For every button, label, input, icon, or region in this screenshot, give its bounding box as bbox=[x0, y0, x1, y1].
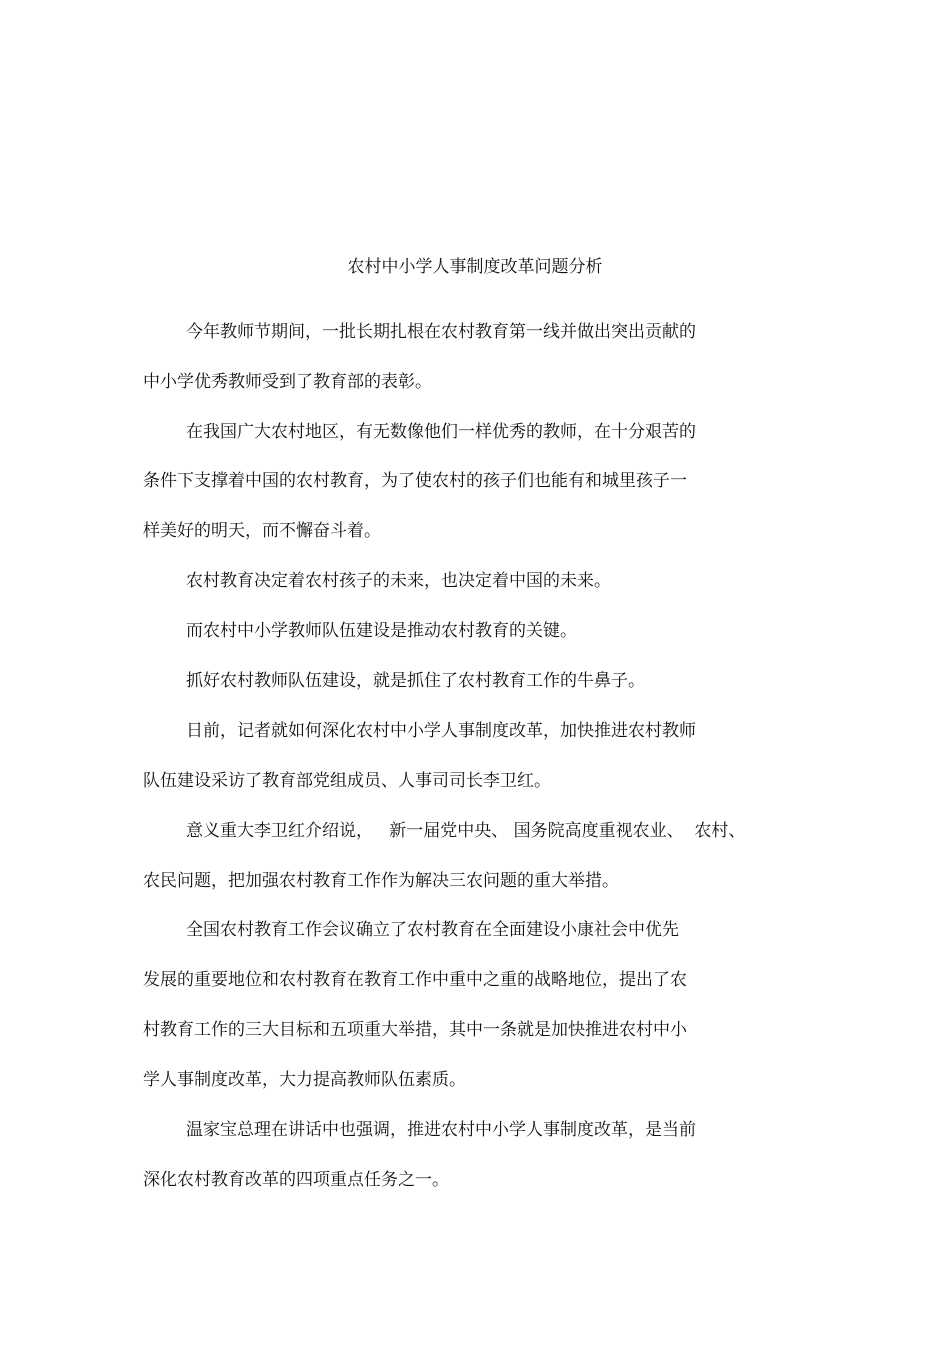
paragraph-line: 学人事制度改革，大力提高教师队伍素质。 bbox=[143, 1070, 466, 1090]
paragraph-line: 在我国广大农村地区，有无数像他们一样优秀的教师，在十分艰苦的 bbox=[186, 422, 696, 442]
paragraph-line: 发展的重要地位和农村教育在教育工作中重中之重的战略地位，提出了农 bbox=[143, 970, 687, 990]
paragraph-line: 而农村中小学教师队伍建设是推动农村教育的关键。 bbox=[186, 621, 577, 641]
paragraph-line: 全国农村教育工作会议确立了农村教育在全面建设小康社会中优先 bbox=[186, 920, 679, 940]
paragraph-line: 日前，记者就如何深化农村中小学人事制度改革，加快推进农村教师 bbox=[186, 721, 696, 741]
paragraph-line: 深化农村教育改革的四项重点任务之一。 bbox=[143, 1170, 449, 1190]
paragraph-line: 条件下支撑着中国的农村教育，为了使农村的孩子们也能有和城里孩子一 bbox=[143, 471, 687, 491]
paragraph-line: 中小学优秀教师受到了教育部的表彰。 bbox=[143, 372, 432, 392]
paragraph-line: 农民问题，把加强农村教育工作作为解决三农问题的重大举措。 bbox=[143, 871, 619, 891]
document-title: 农村中小学人事制度改革问题分析 bbox=[347, 257, 603, 277]
paragraph-line: 样美好的明天，而不懈奋斗着。 bbox=[143, 521, 381, 541]
paragraph-line: 农村教育决定着农村孩子的未来，也决定着中国的未来。 bbox=[186, 571, 611, 591]
paragraph-line: 今年教师节期间，一批长期扎根在农村教育第一线并做出突出贡献的 bbox=[186, 322, 696, 342]
paragraph-line: 村教育工作的三大目标和五项重大举措，其中一条就是加快推进农村中小 bbox=[143, 1020, 687, 1040]
paragraph-line: 队伍建设采访了教育部党组成员、人事司司长李卫红。 bbox=[143, 771, 551, 791]
paragraph-line: 抓好农村教师队伍建设，就是抓住了农村教育工作的牛鼻子。 bbox=[186, 671, 645, 691]
paragraph-line: 意义重大李卫红介绍说， 新一届党中央、 国务院高度重视农业、 农村、 bbox=[186, 821, 746, 841]
paragraph-line: 温家宝总理在讲话中也强调，推进农村中小学人事制度改革，是当前 bbox=[186, 1120, 696, 1140]
